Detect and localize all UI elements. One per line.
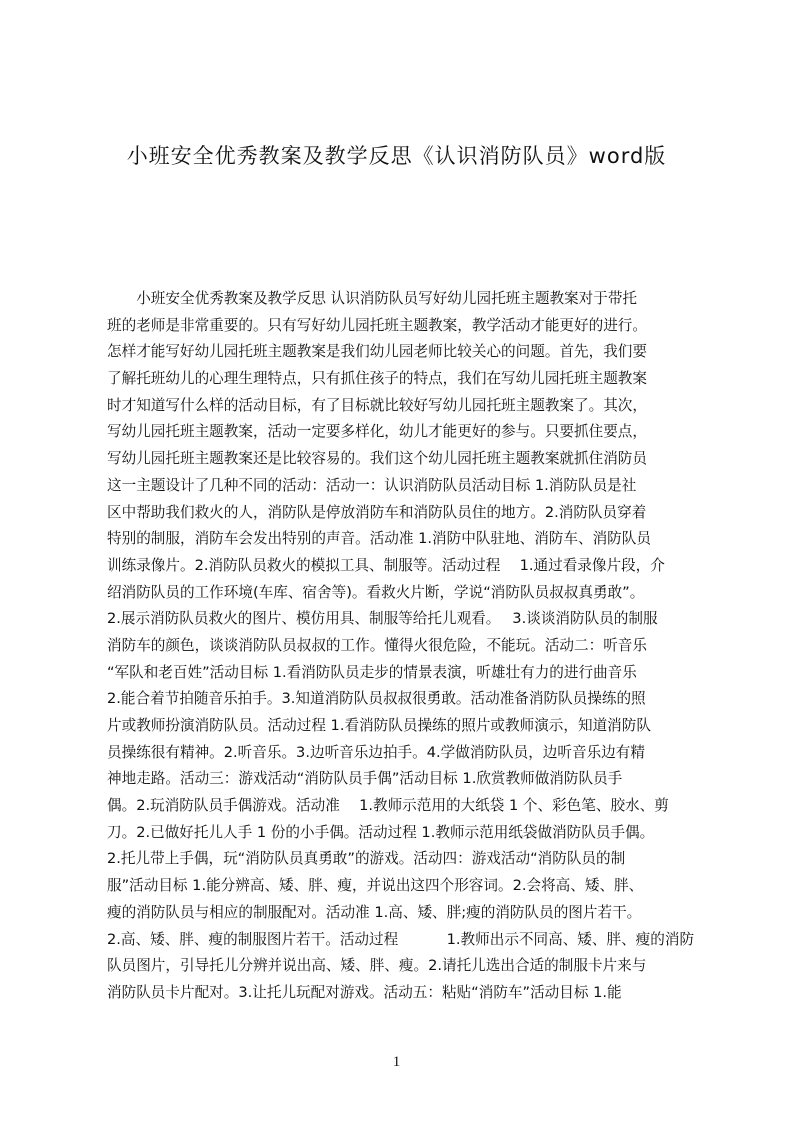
body-line: 员操练很有精神。2.听音乐。3.边听音乐边拍手。4.学做消防队员，边听音乐边有精	[107, 743, 645, 761]
body-line: “军队和老百姓”活动目标 1.看消防队员走步的情景表演，听雄壮有力的进行曲音乐	[107, 663, 637, 681]
body-line: 写幼儿园托班主题教案，活动一定要多样化，幼儿才能更好的参与。只要抓住要点，	[107, 423, 647, 441]
body-line: 这一主题设计了几种不同的活动：活动一：认识消防队员活动目标 1.消防队员是社	[107, 476, 637, 494]
body-line: 2.展示消防队员救火的图片、模仿用具、制服等给托儿观看。 3.谈谈消防队员的制服	[107, 610, 658, 628]
body-line: 训练录像片。2.消防队员救火的模拟工具、制服等。活动过程 1.通过看录像片段，介	[107, 556, 665, 574]
body-line: 刀。2.已做好托儿人手 1 份的小手偶。活动过程 1.教师示范用纸袋做消防队员手偶。	[107, 823, 655, 841]
body-line: 班的老师是非常重要的。只有写好幼儿园托班主题教案，教学活动才能更好的进行。	[107, 316, 647, 334]
body-line: 特别的制服，消防车会发出特别的声音。活动准 1.消防中队驻地、消防车、消防队员	[107, 530, 651, 548]
body-line: 偶。2.玩消防队员手偶游戏。活动准 1.教师示范用的大纸袋 1 个、彩色笔、胶水、剪	[107, 797, 669, 815]
body-line: 2.能合着节拍随音乐拍手。3.知道消防队员叔叔很勇敢。活动准备消防队员操练的照	[107, 690, 646, 708]
body-line: 时才知道写什么样的活动目标，有了目标就比较好写幼儿园托班主题教案了。其次，	[107, 396, 647, 414]
body-line: 绍消防队员的工作环境(车库、宿舍等)。看救火片断，学说“消防队员叔叔真勇敢”。	[107, 583, 645, 601]
body-line: 队员图片，引导托儿分辨并说出高、矮、胖、瘦。2.请托儿选出合适的制服卡片来与	[107, 957, 647, 975]
body-line: 消防车的颜色，谈谈消防队员叔叔的工作。懂得火很危险，不能玩。活动二：听音乐	[107, 636, 647, 654]
document-title: 小班安全优秀教案及教学反思《认识消防队员》word版	[126, 144, 667, 168]
body-line: 片或教师扮演消防队员。活动过程 1.看消防队员操练的照片或教师演示，知道消防队	[107, 717, 651, 734]
body-line: 了解托班幼儿的心理生理特点，只有抓住孩子的特点，我们在写幼儿园托班主题教案	[107, 370, 647, 388]
body-line: 2.托儿带上手偶，玩“消防队员真勇敢”的游戏。活动四：游戏活动“消防队员的制	[107, 850, 626, 868]
body-line: 怎样才能写好幼儿园托班主题教案是我们幼儿园老师比较关心的问题。首先，我们要	[107, 343, 647, 361]
body-line: 消防队员卡片配对。3.让托儿玩配对游戏。活动五：粘贴“消防车”活动目标 1.能	[107, 983, 622, 1001]
page-number: 1	[392, 1054, 401, 1070]
body-line: 小班安全优秀教案及教学反思 认识消防队员写好幼儿园托班主题教案对于带托	[107, 290, 638, 307]
body-line: 神地走路。活动三：游戏活动“消防队员手偶”活动目标 1.欣赏教师做消防队员手	[107, 770, 623, 788]
document-body	[107, 286, 699, 1007]
body-line: 服”活动目标 1.能分辨高、矮、胖、瘦，并说出这四个形容词。2.会将高、矮、胖、	[107, 877, 644, 895]
body-line: 写幼儿园托班主题教案还是比较容易的。我们这个幼儿园托班主题教案就抓住消防员	[107, 450, 647, 468]
body-line: 区中帮助我们救火的人，消防队是停放消防车和消防队员住的地方。2.消防队员穿着	[107, 503, 647, 521]
body-line: 2.高、矮、胖、瘦的制服图片若干。活动过程 1.教师出示不同高、矮、胖、瘦的消防	[107, 930, 695, 948]
body-line: 瘦的消防队员与相应的制服配对。活动准 1.高、矮、胖;瘦的消防队员的图片若干。	[107, 903, 642, 921]
